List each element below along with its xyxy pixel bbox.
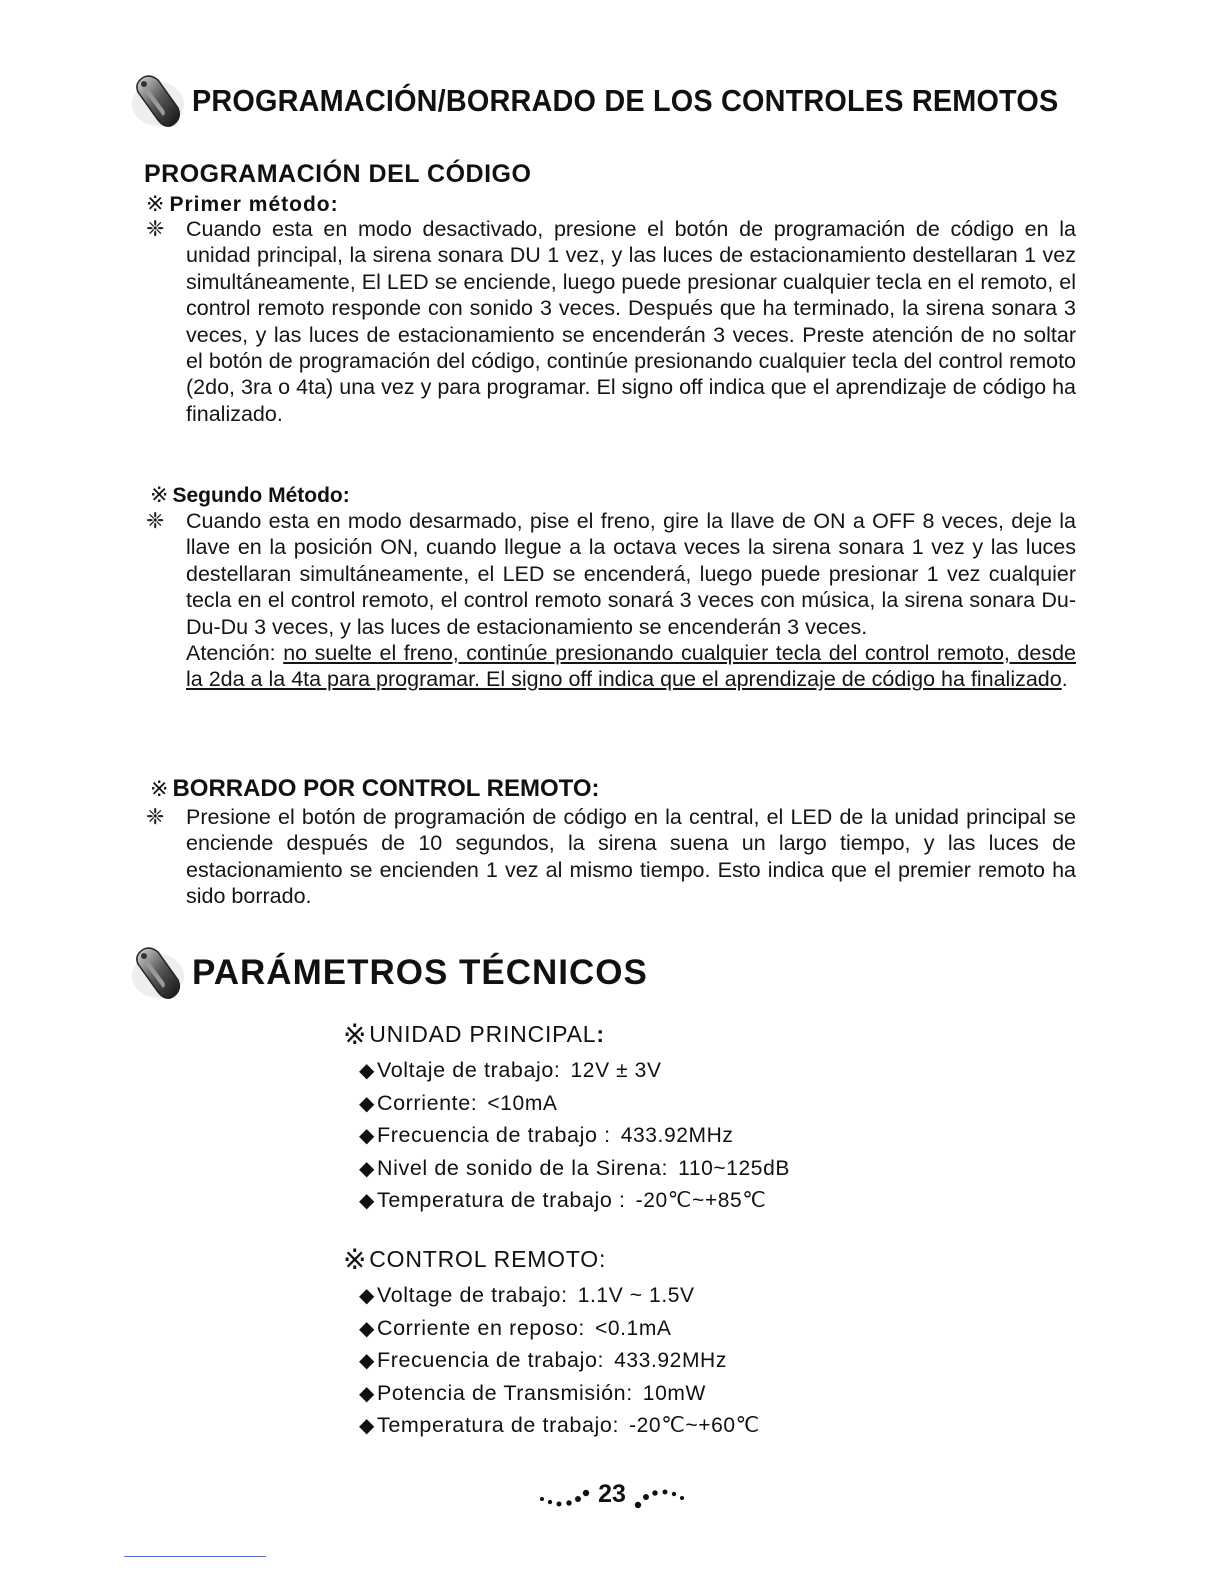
attention-end: .: [1061, 667, 1068, 692]
spec-value: <0.1mA: [594, 1316, 672, 1340]
spec-item: [359, 1280, 760, 1313]
reference-mark: ※: [146, 191, 166, 216]
diamond-bullet: ◆: [359, 1157, 375, 1180]
reference-mark: ※: [150, 482, 169, 507]
spec-name: Voltage de trabajo:: [376, 1283, 568, 1307]
spec-name: Frecuencia de trabajo:: [376, 1348, 605, 1373]
spec-item: [359, 1378, 760, 1411]
diamond-bullet: ◆: [359, 1125, 375, 1148]
attention-label: Atención:: [186, 641, 276, 666]
section-title-parameters: [130, 942, 648, 1004]
main-unit-list: [343, 1055, 790, 1218]
diamond-bullet: ◆: [359, 1190, 375, 1213]
erase-heading: [150, 775, 600, 803]
section-title-text: PARÁMETROS TÉCNICOS: [192, 953, 648, 992]
spec-value: -20℃~+85℃: [635, 1189, 767, 1213]
erase-label: BORRADO POR CONTROL REMOTO:: [172, 775, 600, 802]
diamond-bullet: ◆: [359, 1060, 375, 1082]
attention-text: no suelte el freno, continúe presionando cualquier tecla del control remoto, desde la 2da a la 4ta para programar. El signo off indica que el aprendizaje de código ha finalizado: [186, 641, 1076, 692]
erase-text: Presione el botón de programación de código en la central, el LED de la unidad principal se enciende después de 10 segundos, la sirena suena un largo tiempo, y las luces de estacionamiento se encienden 1 vez al mismo tiempo. Esto indica que el premier remoto ha sido borrado.: [186, 805, 1076, 909]
bullet-star: ❈: [146, 508, 165, 533]
bullet-star: ❈: [146, 804, 165, 829]
spec-value: 1.1V ~ 1.5V: [577, 1284, 695, 1307]
dots-decoration-left: [538, 1487, 594, 1509]
spec-value: <10mA: [487, 1091, 558, 1115]
remote-heading: [343, 1243, 760, 1276]
spec-item: [359, 1055, 790, 1088]
spec-name: Voltaje de trabajo:: [376, 1058, 561, 1082]
footer-line: [124, 1556, 266, 1557]
spec-item: [359, 1120, 790, 1153]
page-number-text: 23: [598, 1480, 626, 1508]
method-1-text: Cuando esta en modo desactivado, presione el botón de programación de código en la unidad principal, la sirena sonara DU 1 vez, y las luces de estacionamiento destellaran 1 vez simultáneamente, El LED se enciende, luego puede presionar cualquier tecla en el remoto, el control remoto responde con sonido 3 veces. Después que ha terminado, la sirena sonara 3 veces, y las luces de estacionamiento se encenderán 3 veces. Preste atención de no soltar el botón de programación del código, continúe presionando cualquier tecla del control remoto (2do, 3ra o 4ta) una vez y para programar. El signo off indica que el aprendizaje de código ha finalizado.: [186, 217, 1076, 426]
method-2-heading: [150, 482, 350, 508]
diamond-bullet: ◆: [359, 1092, 375, 1115]
diamond-bullet: ◆: [359, 1285, 375, 1307]
remote-list: [343, 1280, 760, 1443]
method-1-heading: [146, 191, 339, 217]
diamond-bullet: ◆: [359, 1350, 375, 1373]
diamond-bullet: ◆: [359, 1317, 375, 1340]
main-unit-heading: [343, 1018, 790, 1051]
car-remote-icon: [130, 70, 186, 132]
spec-value: 12V ± 3V: [570, 1059, 662, 1082]
main-unit-specs: [343, 1018, 790, 1218]
spec-item: [359, 1410, 760, 1443]
remote-label: CONTROL REMOTO: [369, 1246, 599, 1272]
reference-mark: ※: [343, 1244, 368, 1275]
spec-item: [359, 1185, 790, 1218]
method-2-paragraph: [146, 508, 1076, 693]
spec-name: Corriente:: [376, 1090, 478, 1115]
spec-item: [359, 1313, 760, 1346]
spec-value: -20℃~+60℃: [629, 1414, 760, 1438]
spec-name: Corriente en reposo:: [376, 1315, 585, 1340]
spec-item: [359, 1153, 790, 1186]
spec-item: [359, 1345, 760, 1378]
remote-specs: [343, 1243, 760, 1443]
method-1-paragraph: [146, 216, 1076, 427]
attention-note: [186, 640, 1076, 693]
method-2-label: Segundo Método:: [172, 484, 350, 507]
page-number: [0, 1480, 1224, 1509]
heading-colon: :: [598, 1246, 607, 1272]
spec-value: 433.92MHz: [614, 1349, 727, 1373]
diamond-bullet: ◆: [359, 1415, 375, 1438]
car-remote-icon: [130, 942, 186, 1004]
reference-mark: ※: [150, 776, 169, 801]
spec-name: Temperatura de trabajo:: [376, 1413, 620, 1438]
diamond-bullet: ◆: [359, 1382, 375, 1405]
method-2-text: Cuando esta en modo desarmado, pise el freno, gire la llave de ON a OFF 8 veces, deje la llave en la posición ON, cuando llegue a la octava veces la sirena sonara 1 vez y las luces destellaran simultáneamente, el LED se encenderá, luego puede presionar 1 vez cualquier tecla en el control remoto, el control remoto sonará 3 veces con música, la sirena sonara Du-Du-Du 3 veces, y las luces de estacionamiento se encenderán 3 veces.: [186, 509, 1076, 639]
section-title-programming: [130, 70, 1124, 132]
spec-value: 10mW: [642, 1381, 706, 1405]
spec-item: [359, 1088, 790, 1121]
dots-decoration-right: [630, 1487, 686, 1509]
reference-mark: ※: [343, 1019, 368, 1050]
spec-name: Potencia de Transmisión:: [376, 1380, 633, 1405]
erase-paragraph: [146, 804, 1076, 910]
spec-name: Nivel de sonido de la Sirena:: [376, 1155, 669, 1180]
spec-value: 433.92MHz: [620, 1124, 734, 1148]
method-1-label: Primer método:: [169, 193, 339, 216]
spec-value: 110~125dB: [678, 1156, 790, 1180]
heading-colon: :: [596, 1021, 605, 1047]
spec-name: Temperatura de trabajo :: [376, 1188, 626, 1213]
subheading-code-programming: PROGRAMACIÓN DEL CÓDIGO: [144, 160, 532, 188]
bullet-star: ❈: [146, 216, 165, 241]
spec-name: Frecuencia de trabajo :: [376, 1123, 611, 1148]
section-title-text: PROGRAMACIÓN/BORRADO DE LOS CONTROLES REMOTOS: [192, 83, 1059, 118]
main-unit-label: UNIDAD PRINCIPAL: [369, 1021, 597, 1047]
